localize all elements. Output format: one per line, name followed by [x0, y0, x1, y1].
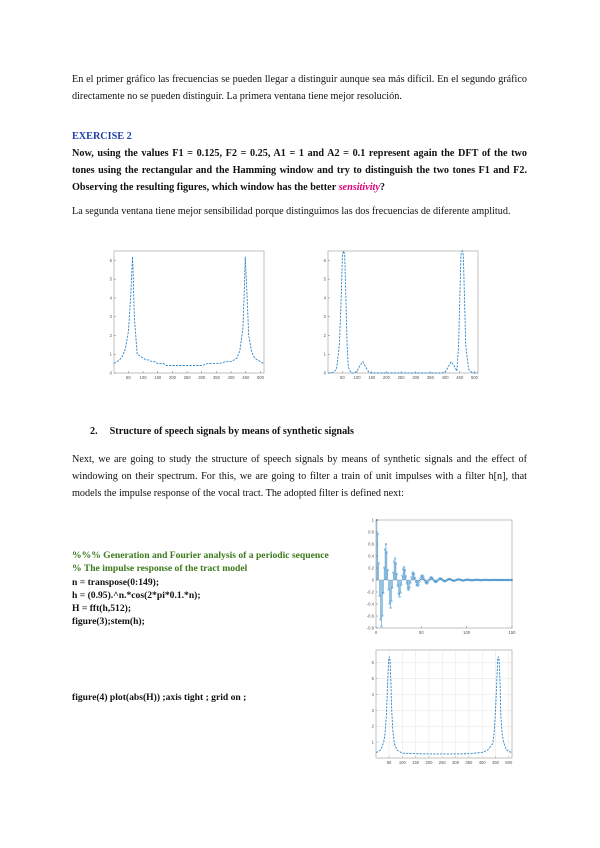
y-tick-label: -0.8: [366, 625, 374, 631]
x-tick-label: 300: [412, 375, 420, 380]
x-tick-label: 100: [353, 375, 361, 380]
plot-frame: [114, 251, 264, 373]
y-tick-label: 1: [371, 739, 374, 745]
y-tick-label: 5: [371, 676, 374, 682]
code-comment-2: % The impulse response of the tract model: [72, 563, 248, 574]
y-tick-label: 6: [109, 257, 112, 263]
y-tick-label: 6: [371, 660, 374, 666]
x-tick-label: 400: [227, 375, 235, 380]
section-paragraph: Next, we are going to study the structure of speech signals by means of synthetic signals and the effect of windowing on their spectrum. For this, we are going to filter a train of unit impulses with a filter h[n], that models the impulse response of the vocal tract. The adopted filter is defined next:: [72, 454, 527, 499]
y-tick-label: 0: [109, 370, 112, 376]
plot-frequency-response: [362, 646, 518, 766]
x-tick-label: 250: [438, 760, 446, 765]
y-tick-label: 0: [371, 577, 374, 583]
y-tick-label: 5: [109, 276, 112, 282]
x-tick-label: 400: [478, 760, 486, 765]
y-tick-label: 3: [371, 707, 374, 713]
y-tick-label: 4: [371, 691, 374, 697]
plot-frame: [328, 251, 478, 373]
exercise-heading: EXERCISE 2: [72, 131, 132, 142]
x-tick-label: 200: [382, 375, 390, 380]
x-tick-label: 200: [425, 760, 433, 765]
section-number: 2.: [90, 426, 98, 437]
y-tick-label: 4: [323, 295, 326, 301]
y-tick-label: 1: [371, 517, 374, 523]
plot-rectangular-window: [100, 245, 270, 380]
x-tick-label: 0: [374, 630, 378, 635]
y-tick-label: -0.2: [366, 589, 374, 595]
plot-frame: [376, 520, 512, 628]
x-tick-label: 150: [412, 760, 420, 765]
y-tick-label: 2: [323, 332, 326, 338]
y-tick-label: 2: [109, 332, 112, 338]
x-tick-label: 400: [441, 375, 449, 380]
y-tick-label: 0.4: [368, 553, 374, 559]
code-line-5: figure(4) plot(abs(H)) ;axis tight ; grid on ;: [72, 692, 247, 703]
x-tick-label: 100: [463, 630, 471, 635]
x-tick-label: 150: [508, 630, 516, 635]
sensitivity-keyword: sensitivity: [338, 182, 380, 193]
y-tick-label: 0.6: [368, 541, 374, 547]
exercise-question: [72, 145, 527, 196]
intro-paragraph: En el primer gráfico las frecuencias se pueden llegar a distinguir aunque sea más difícil. En el segundo gráfico directamente no se pueden distinguir. La primera ventana tiene mejor resolución.: [72, 74, 527, 102]
y-tick-label: 1: [323, 351, 326, 357]
y-tick-label: 2: [371, 723, 374, 729]
x-tick-label: 350: [426, 375, 434, 380]
x-tick-label: 300: [452, 760, 460, 765]
x-tick-label: 500: [256, 375, 264, 380]
x-tick-label: 150: [154, 375, 162, 380]
x-tick-label: 500: [470, 375, 478, 380]
exercise-answer: La segunda ventana tiene mejor sensibilidad porque distinguimos las dos frecuencias de diferente amplitud.: [72, 206, 511, 217]
y-tick-label: 5: [323, 276, 326, 282]
y-tick-label: 0: [323, 370, 326, 376]
x-tick-label: 50: [418, 630, 424, 635]
x-tick-label: 500: [505, 760, 513, 765]
code-line-1: n = transpose(0:149);: [72, 577, 160, 588]
x-tick-label: 300: [198, 375, 206, 380]
x-tick-label: 100: [398, 760, 406, 765]
question-text: Now, using the values F1 = 0.125, F2 = 0.25, A1 = 1 and A2 = 0.1 represent again the DFT of the two tones using the rectangular and the Hamming window and try to distinguish the two tones F1 and F2. Observing the resulting figures, which window has the better: [72, 148, 527, 193]
plot-impulse-response-stem: [362, 516, 518, 636]
x-tick-label: 250: [183, 375, 191, 380]
y-tick-label: -0.6: [366, 613, 374, 619]
x-tick-label: 200: [168, 375, 176, 380]
x-tick-label: 250: [397, 375, 405, 380]
plot-hamming-window: [314, 245, 484, 380]
code-comment-1: %%% Generation and Fourier analysis of a periodic sequence: [72, 550, 329, 561]
x-tick-label: 450: [456, 375, 464, 380]
question-end: ?: [379, 182, 385, 193]
y-tick-label: 4: [109, 295, 112, 301]
x-tick-label: 150: [368, 375, 376, 380]
x-tick-label: 450: [242, 375, 250, 380]
y-tick-label: 1: [109, 351, 112, 357]
x-tick-label: 100: [139, 375, 147, 380]
x-tick-label: 350: [212, 375, 220, 380]
x-tick-label: 450: [491, 760, 499, 765]
y-tick-label: 0.8: [368, 529, 374, 535]
code-line-4: figure(3);stem(h);: [72, 616, 145, 627]
code-line-3: H = fft(h,512);: [72, 603, 132, 614]
y-tick-label: 3: [109, 314, 112, 320]
code-line-2: h = (0.95).^n.*cos(2*pi*0.1.*n);: [72, 590, 201, 601]
x-tick-label: 50: [386, 760, 392, 765]
section-heading: [90, 423, 354, 440]
section-title: Structure of speech signals by means of synthetic signals: [109, 426, 354, 437]
y-tick-label: 6: [323, 257, 326, 263]
plot-frame: [376, 650, 512, 758]
x-tick-label: 350: [465, 760, 473, 765]
x-tick-label: 50: [340, 375, 345, 380]
y-tick-label: 3: [323, 314, 326, 320]
y-tick-label: 0.2: [368, 565, 374, 571]
y-tick-label: -0.4: [366, 601, 374, 607]
x-tick-label: 50: [126, 375, 131, 380]
